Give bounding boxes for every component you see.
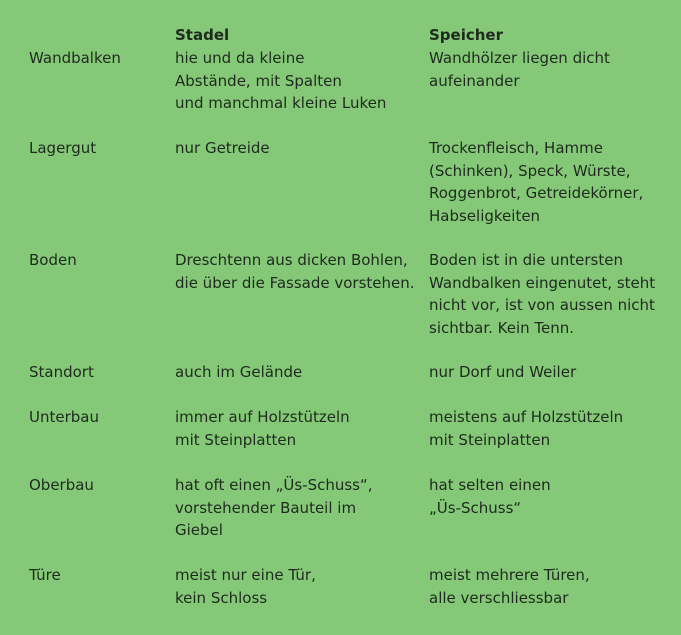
row-label: Oberbau [29,476,94,494]
row-label: Wandbalken [29,49,121,67]
row-label: Lagergut [29,139,97,157]
column-header-speicher: Speicher [429,26,503,44]
stadel-cell: auch im Gelände [175,363,303,381]
speicher-cell: hat selten einen „Üs-Schuss“ [429,476,551,517]
stadel-cell: immer auf Holzstützeln mit Steinplatten [175,408,350,449]
speicher-cell: nur Dorf und Weiler [429,363,577,381]
speicher-cell: Trockenfleisch, Hamme (Schinken), Speck, Würste, Roggenbrot, Getreidekörner, Habseligkeiten [429,139,644,225]
speicher-cell: Boden ist in die untersten Wandbalken eingenutet, steht nicht vor, ist von aussen nicht sichtbar. Kein Tenn. [429,251,656,337]
row-label: Türe [29,566,61,584]
speicher-cell: Wandhölzer liegen dicht aufeinander [429,49,610,90]
column-header-stadel: Stadel [175,26,230,44]
row-label: Standort [29,363,94,381]
speicher-cell: meistens auf Holzstützeln mit Steinplatten [429,408,624,449]
stadel-cell: Dreschtenn aus dicken Bohlen, die über die Fassade vorstehen. [175,251,415,292]
row-label: Boden [29,251,77,269]
stadel-cell: nur Getreide [175,139,270,157]
stadel-cell: hie und da kleine Abstände, mit Spalten und manchmal kleine Luken [175,49,387,112]
stadel-cell: hat oft einen „Üs-Schuss“, vorstehender Bauteil im Giebel [175,476,373,539]
speicher-cell: meist mehrere Türen, alle verschliessbar [429,566,590,607]
row-label: Unterbau [29,408,99,426]
stadel-cell: meist nur eine Tür, kein Schloss [175,566,316,607]
